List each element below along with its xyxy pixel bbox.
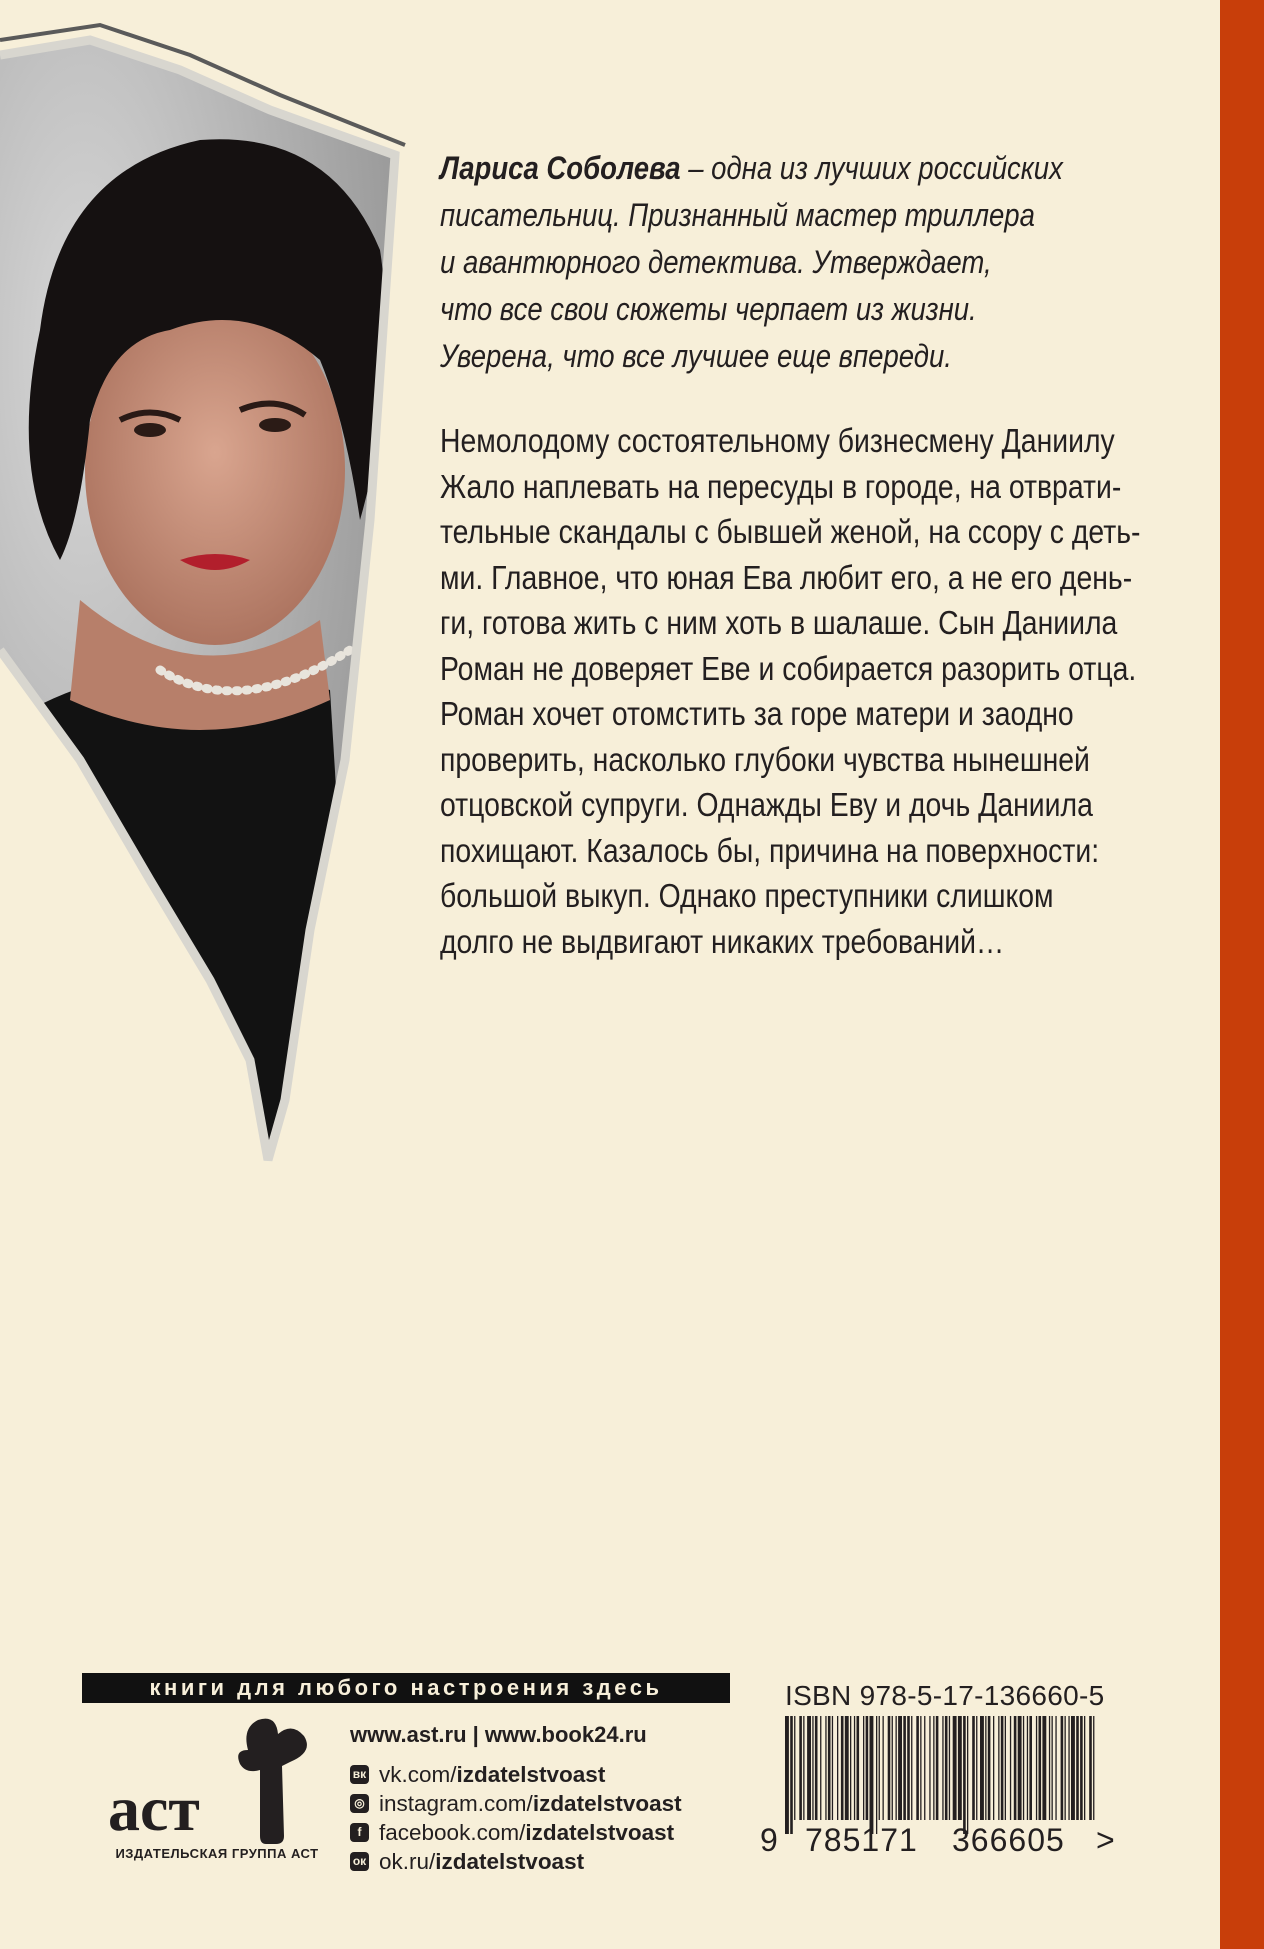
barcode-bar [907,1716,910,1820]
social-link-facebook[interactable]: f facebook.com/ izdatelstvoast [350,1818,682,1847]
annotation-line: большой выкуп. Однако преступники слишком [440,877,1054,914]
barcode-bar [958,1716,962,1820]
bio-line: и авантюрного детектива. Утверждает, [440,244,992,280]
barcode [785,1716,1097,1834]
barcode-digits-right: 366605 [952,1822,1065,1858]
barcode-bar [854,1716,855,1820]
barcode-bar [803,1716,804,1820]
author-bio: Лариса Соболева – одна из лучших российских писательниц. Признанный мастер триллера и авантюрного детектива. Утверждает, что все свои сюжеты черпает из жизни. Уверена, что все лучшее еще впереди. [440,145,1145,380]
barcode-bar [1027,1716,1028,1820]
barcode-bar [1036,1716,1037,1820]
barcode-bar [963,1716,966,1834]
barcode-bar [1039,1716,1042,1820]
annotation-line: Жало наплевать на пересуды в городе, на отврати- [440,467,1122,505]
barcode-bar [1010,1716,1011,1820]
barcode-bar [976,1716,977,1820]
instagram-icon: ◎ [350,1794,369,1813]
barcode-bar [1014,1716,1017,1820]
barcode-bar [993,1716,994,1820]
barcode-bar [1068,1716,1069,1820]
barcode-bar [1023,1716,1024,1820]
barcode-bar [942,1716,943,1820]
barcode-bar [1005,1716,1006,1820]
bio-line: писательниц. Признанный мастер триллера [440,197,1035,233]
barcode-bar [1093,1716,1094,1820]
barcode-bar [936,1716,939,1820]
barcode-bar [920,1716,921,1820]
barcode-bar [790,1716,793,1834]
barcode-bar [1061,1716,1064,1820]
barcode-bar [825,1716,826,1820]
barcode-bar [837,1716,838,1820]
barcode-bar [985,1716,986,1820]
barcode-bar [832,1716,833,1820]
barcode-bar [785,1716,789,1834]
barcode-bar [794,1716,795,1820]
annotation-line: проверить, насколько глубоки чувства нынешней [440,740,1090,778]
barcode-bar [988,1716,991,1820]
barcode-bar [980,1716,984,1820]
barcode-bar [911,1716,912,1820]
barcode-bar [820,1716,821,1820]
barcode-bar [1080,1716,1083,1820]
barcode-bar [945,1716,948,1820]
annotation-line: долго не выдвигают никаких требований… [440,922,1005,960]
publisher-imprint: ИЗДАТЕЛЬСКАЯ ГРУППА АСТ [115,1846,319,1861]
annotation-line: ги, готова жить с ним хоть в шалаше. Сын Даниила [440,604,1118,641]
slogan-bar: книги для любого настроения здесь [82,1673,730,1703]
social-links [350,1760,682,1876]
barcode-bar [929,1716,930,1820]
barcode-bar [1052,1716,1053,1820]
annotation-line: отцовской супруги. Однажды Еву и дочь Даниила [440,786,1093,823]
barcode-bar [967,1716,968,1834]
book-annotation [440,418,1162,964]
barcode-bar [1018,1716,1022,1820]
barcode-bar [972,1716,975,1820]
barcode-bar [1089,1716,1092,1820]
annotation-line: похищают. Казалось бы, причина на поверхности: [440,831,1100,869]
annotation-line: ми. Главное, что юная Ева любит его, а не его день- [440,558,1133,596]
isbn-label: ISBN 978-5-17-136660-5 [785,1680,1105,1711]
barcode-bar [1055,1716,1056,1820]
publisher-sites[interactable]: www.ast.ru | www.book24.ru [350,1722,647,1747]
barcode-bar [1084,1716,1085,1820]
annotation-line: Роман не доверяет Еве и собирается разорить отца. [440,649,1137,687]
barcode-bar [1049,1716,1050,1820]
barcode-arrow: > [1096,1822,1116,1858]
barcode-bar [903,1716,906,1820]
barcode-bar [933,1716,934,1820]
barcode-bar [898,1716,902,1820]
annotation-line: Немолодому состоятельному бизнесмену Даниилу [440,422,1115,459]
barcode-bar [1001,1716,1004,1820]
barcode-bar [1029,1716,1032,1820]
barcode-bar [812,1716,813,1820]
barcode-bar [828,1716,831,1820]
barcode-bar [1065,1716,1066,1820]
barcode-bar [1071,1716,1075,1820]
barcode-bar [807,1716,811,1820]
barcode-bar [883,1716,884,1820]
barcode-bar [841,1716,844,1820]
barcode-bar [850,1716,851,1820]
barcode-bar [815,1716,818,1820]
barcode-bar [863,1716,864,1820]
barcode-bar [1076,1716,1079,1820]
author-photo [0,0,420,1180]
spine-stripe [1220,0,1264,1949]
barcode-bar [876,1716,877,1834]
bio-line: что все свои сюжеты черпает из жизни. [440,291,977,327]
barcode-bar [799,1716,802,1820]
barcode-bar [879,1716,880,1820]
barcode-digits-left: 785171 [805,1822,918,1858]
annotation-line: тельные скандалы с бывшей женой, на ссору с деть- [440,513,1141,550]
bio-line: Уверена, что все лучшее еще впереди. [440,338,952,374]
facebook-icon: f [350,1823,369,1842]
author-name: Лариса Соболева [440,150,681,186]
annotation-line: Роман хочет отомстить за горе матери и заодно [440,695,1074,732]
odnoklassniki-icon: ок [350,1852,369,1871]
barcode-bar [924,1716,925,1820]
barcode-bar [1042,1716,1046,1820]
barcode-bar [845,1716,849,1820]
social-link-ok[interactable]: ок ok.ru/ izdatelstvoast [350,1847,682,1876]
social-link-instagram[interactable]: ◎ instagram.com/ izdatelstvoast [350,1789,682,1818]
svg-text:аст: аст [108,1773,200,1844]
barcode-bar [896,1716,897,1820]
social-link-vk[interactable]: вк vk.com/ izdatelstvoast [350,1760,682,1789]
barcode-digit-first: 9 [760,1822,779,1858]
barcode-bar [888,1716,891,1820]
barcode-bar [892,1716,893,1820]
barcode-bar [870,1716,874,1834]
barcode-bar [949,1716,950,1820]
barcode-bar [857,1716,860,1820]
barcode-bar [866,1716,869,1820]
barcode-bar [998,1716,999,1820]
vk-icon: вк [350,1765,369,1784]
barcode-bar [953,1716,957,1820]
barcode-bar [916,1716,919,1820]
